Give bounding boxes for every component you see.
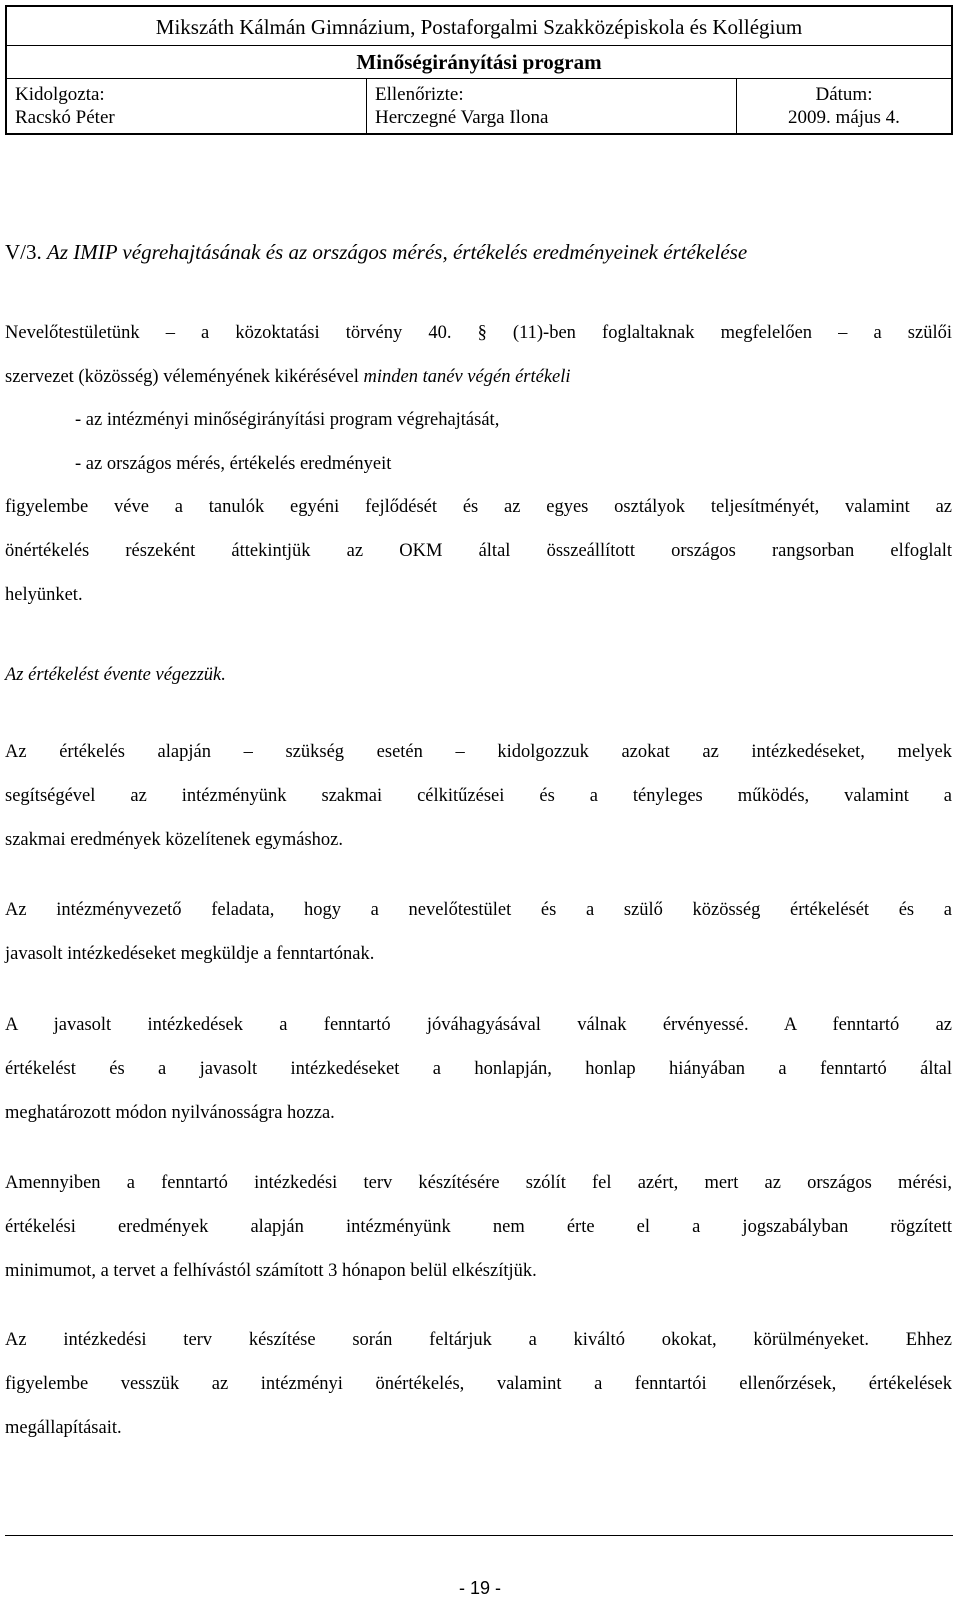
- section-title: Az IMIP végrehajtásának és az országos mérés, értékelés eredményeinek értékelése: [47, 240, 748, 264]
- p4-line-1: Amennyiben a fenntartó intézkedési terv készítésére szólít fel azért, mert az országos mérési,: [5, 1173, 952, 1193]
- p5-line-2: figyelembe vesszük az intézményi önértékelés, valamint a fenntartói ellenőrzések, értékelések: [5, 1374, 952, 1394]
- date-value: 2009. május 4.: [788, 107, 900, 128]
- p1-line-1: Az értékelés alapján – szükség esetén – kidolgozzuk azokat az intézkedéseket, melyek: [5, 742, 952, 762]
- p3-line-3: meghatározott módon nyilvánosságra hozza.: [5, 1103, 335, 1123]
- intro-emphasis: minden tanév végén értékeli: [363, 367, 571, 387]
- yearly-note: Az értékelést évente végezzük.: [5, 665, 226, 685]
- checked-value: Herczegné Varga Ilona: [375, 107, 549, 128]
- document-header: [5, 5, 953, 135]
- prepared-by-cell: [7, 79, 367, 133]
- paragraph-measures: [5, 730, 952, 862]
- p5-line-3: megállapításait.: [5, 1418, 122, 1438]
- intro-line-5: helyünket.: [5, 585, 83, 605]
- p3-line-2: értékelést és a javasolt intézkedéseket a honlapján, honlap hiányában a fenntartó által: [5, 1059, 952, 1079]
- prepared-value: Racskó Péter: [15, 107, 115, 128]
- p5-line-1: Az intézkedési terv készítése során feltárjuk a kiváltó okokat, körülményeket. Ehhez: [5, 1330, 952, 1350]
- prepared-label: Kidolgozta:: [15, 84, 105, 105]
- paragraph-plan: [5, 1161, 952, 1293]
- program-title: Minőségirányítási program: [7, 46, 951, 79]
- intro-paragraph: [5, 311, 952, 399]
- bullet-item-program: - az intézményi minőségirányítási program végrehajtását,: [75, 410, 500, 430]
- paragraph-director: [5, 888, 952, 976]
- footer-divider: [5, 1535, 953, 1536]
- date-cell: [737, 79, 951, 133]
- intro-line-1: Nevelőtestületünk – a közoktatási törvény 40. § (11)-ben foglaltaknak megfelelően – a szülői: [5, 323, 952, 343]
- p4-line-3: minimumot, a tervet a felhívástól számított 3 hónapon belül elkészítjük.: [5, 1261, 537, 1281]
- page-number: - 19 -: [458, 1578, 501, 1598]
- p2-line-2: javasolt intézkedéseket megküldje a fenntartónak.: [5, 944, 375, 964]
- checked-label: Ellenőrizte:: [375, 84, 464, 105]
- p1-line-3: szakmai eredmények közelítenek egymáshoz.: [5, 830, 343, 850]
- intro-line-3: figyelembe véve a tanulók egyéni fejlődését és az egyes osztályok teljesítményét, valamint az: [5, 497, 952, 517]
- p4-line-2: értékelési eredmények alapján intézményünk nem érte el a jogszabályban rögzített: [5, 1217, 952, 1237]
- checked-by-cell: [367, 79, 737, 133]
- school-name: Mikszáth Kálmán Gimnázium, Postaforgalmi Szakközépiskola és Kollégium: [7, 7, 951, 46]
- intro-paragraph-cont: [5, 485, 952, 617]
- p1-line-2: segítségével az intézményünk szakmai célkitűzései és a tényleges működés, valamint a: [5, 786, 952, 806]
- bullet-item-measurement: - az országos mérés, értékelés eredményeit: [75, 454, 392, 474]
- paragraph-approval: [5, 1003, 952, 1135]
- p3-line-1: A javasolt intézkedések a fenntartó jóváhagyásával válnak érvényessé. A fenntartó az: [5, 1015, 952, 1035]
- p2-line-1: Az intézményvezető feladata, hogy a nevelőtestület és a szülő közösség értékelését és a: [5, 900, 952, 920]
- paragraph-causes: [5, 1318, 952, 1450]
- section-number: V/3.: [5, 240, 42, 264]
- date-label: Dátum:: [815, 84, 873, 105]
- intro-line-4: önértékelés részeként áttekintjük az OKM által összeállított országos rangsorban elfoglalt: [5, 541, 952, 561]
- section-heading: [5, 240, 747, 265]
- intro-line-2: szervezet (közösség) véleményének kikérésével minden tanév végén értékeli: [5, 367, 571, 387]
- header-meta: [7, 79, 951, 133]
